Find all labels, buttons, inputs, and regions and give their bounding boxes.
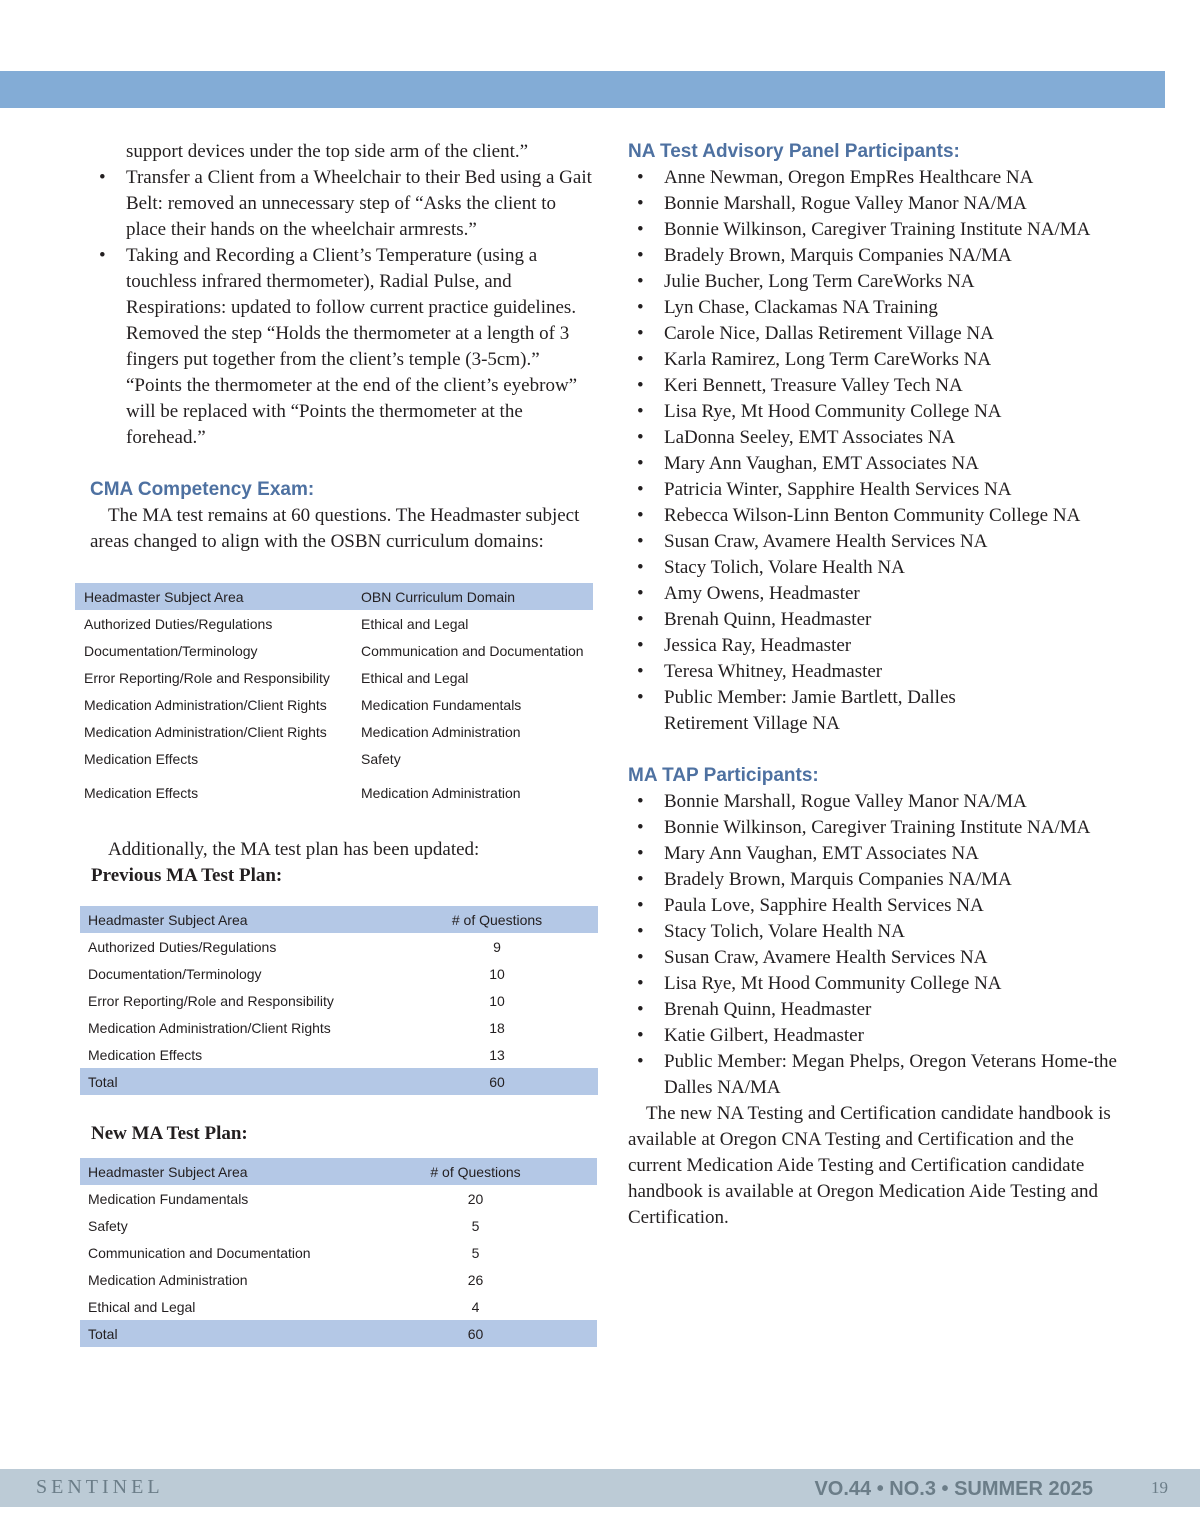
table-cell: 9	[493, 938, 501, 955]
table-row	[80, 1185, 597, 1212]
table-row	[75, 610, 593, 637]
table-cell: 4	[471, 1298, 480, 1315]
table-cell: 26	[467, 1271, 484, 1288]
ma-participants-list	[628, 789, 1128, 1101]
list-item: • Carole Nice, Dallas Retirement Village NA	[628, 321, 1128, 347]
table-cell: Total	[80, 1320, 396, 1347]
ma-heading: MA TAP Participants:	[628, 765, 819, 786]
table-cell: Medication Effects	[84, 784, 199, 801]
table-spacer	[75, 772, 593, 779]
list-item: • Public Member: Megan Phelps, Oregon Veterans Home-the Dalles NA/MA	[628, 1049, 1128, 1101]
table-cell: Communication and Documentation	[88, 1244, 311, 1261]
domain-table	[75, 583, 593, 806]
table-cell: Communication and Documentation	[361, 642, 584, 659]
table-header-row	[80, 1158, 597, 1185]
table-total-row	[80, 1068, 598, 1095]
list-item: • Bonnie Marshall, Rogue Valley Manor NA/MA	[628, 191, 1128, 217]
table-cell: 5	[471, 1244, 480, 1261]
left-column	[90, 139, 600, 555]
procedure-list	[90, 165, 600, 451]
table-cell: Medication Fundamentals	[88, 1190, 249, 1207]
table-cell: 10	[489, 965, 505, 982]
table-cell: Documentation/Terminology	[88, 965, 262, 982]
list-item: • Mary Ann Vaughan, EMT Associates NA	[628, 841, 1128, 867]
list-item: • Bradely Brown, Marquis Companies NA/MA	[628, 867, 1128, 893]
publication-name: SENTINEL	[36, 1476, 164, 1498]
additional-paragraph: Additionally, the MA test plan has been updated:	[108, 839, 480, 860]
table-cell: 13	[489, 1046, 505, 1063]
footer-bar	[0, 1469, 1200, 1507]
closing-paragraph: The new NA Testing and Certification candidate handbook is available at Oregon CNA Testing and Certification and the current Medication Aide Testing and Certification candidate handbook is available at Oregon Medication Aide Testing and Certification.	[628, 1103, 1111, 1228]
previous-plan-label: Previous MA Test Plan:	[91, 865, 283, 886]
table-cell: Ethical and Legal	[361, 615, 469, 632]
table-cell: Error Reporting/Role and Responsibility	[84, 669, 330, 686]
table-row	[75, 779, 593, 806]
table-cell: Medication Administration	[88, 1271, 248, 1288]
list-item: • LaDonna Seeley, EMT Associates NA	[628, 425, 1128, 451]
na-heading: NA Test Advisory Panel Participants:	[628, 141, 960, 162]
table-row	[80, 933, 598, 960]
list-item: • Patricia Winter, Sapphire Health Services NA	[628, 477, 1128, 503]
list-item: • Mary Ann Vaughan, EMT Associates NA	[628, 451, 1128, 477]
list-item: • Transfer a Client from a Wheelchair to their Bed using a Gait Belt: removed an unnecessary step of “Asks the client to place their hands on the wheelchair armrests.”	[90, 165, 600, 243]
table-row	[75, 745, 593, 772]
table-row	[75, 718, 593, 745]
table-cell: Documentation/Terminology	[84, 642, 258, 659]
table-row	[80, 1239, 597, 1266]
list-item: • Stacy Tolich, Volare Health NA	[628, 919, 1128, 945]
table-row	[75, 637, 593, 664]
column-header: Headmaster Subject Area	[80, 906, 396, 933]
column-header: # of Questions	[396, 1158, 597, 1185]
list-item: • Bradely Brown, Marquis Companies NA/MA	[628, 243, 1128, 269]
list-item: • Lyn Chase, Clackamas NA Training	[628, 295, 1128, 321]
list-item: • Lisa Rye, Mt Hood Community College NA	[628, 399, 1128, 425]
list-item: • Anne Newman, Oregon EmpRes Healthcare NA	[628, 165, 1128, 191]
table-row	[80, 1212, 597, 1239]
list-item: • Jessica Ray, Headmaster	[628, 633, 1128, 659]
list-item: • Teresa Whitney, Headmaster	[628, 659, 1128, 685]
table-cell: Medication Fundamentals	[361, 696, 522, 713]
table-cell: Ethical and Legal	[361, 669, 469, 686]
list-item: • Susan Craw, Avamere Health Services NA	[628, 529, 1128, 555]
list-item: • Bonnie Wilkinson, Caregiver Training Institute NA/MA	[628, 217, 1128, 243]
cma-heading: CMA Competency Exam:	[90, 479, 315, 500]
table-total-row	[80, 1320, 597, 1347]
table-cell: Safety	[361, 750, 401, 767]
table-cell: Total	[80, 1068, 396, 1095]
list-item: • Bonnie Wilkinson, Caregiver Training Institute NA/MA	[628, 815, 1128, 841]
table-cell: 60	[396, 1068, 598, 1095]
table-cell: Authorized Duties/Regulations	[88, 938, 277, 955]
table-cell: Safety	[88, 1217, 128, 1234]
additional-block	[90, 837, 600, 889]
table-cell: Medication Administration/Client Rights	[84, 696, 327, 713]
table-cell: Authorized Duties/Regulations	[84, 615, 273, 632]
table-row	[80, 987, 598, 1014]
list-item: • Public Member: Jamie Bartlett, Dalles Retirement Village NA	[628, 685, 1128, 737]
table-cell: Medication Administration/Client Rights	[88, 1019, 331, 1036]
table-cell: Medication Effects	[84, 750, 199, 767]
new-plan-label: New MA Test Plan:	[91, 1123, 248, 1144]
table-cell: Ethical and Legal	[88, 1298, 196, 1315]
table-cell: 5	[471, 1217, 480, 1234]
table-row	[80, 960, 598, 987]
list-item: • Karla Ramirez, Long Term CareWorks NA	[628, 347, 1128, 373]
table-cell: Medication Administration/Client Rights	[84, 723, 327, 740]
list-item: • Brenah Quinn, Headmaster	[628, 997, 1128, 1023]
list-item: • Amy Owens, Headmaster	[628, 581, 1128, 607]
cma-paragraph: The MA test remains at 60 questions. The Headmaster subject areas changed to align with the OSBN curriculum domains:	[90, 505, 580, 552]
table-header-row	[75, 583, 593, 610]
column-header: Headmaster Subject Area	[75, 583, 352, 610]
list-item: • Bonnie Marshall, Rogue Valley Manor NA/MA	[628, 789, 1128, 815]
list-item: • Taking and Recording a Client’s Temperature (using a touchless infrared thermometer), Radial Pulse, and Respirations: updated to follow current practice guidelines. Removed the step “Holds the thermometer at a length of 3 fingers put together from the client’s temple (3-5cm).” “Points the thermometer at the end of the client’s eyebrow” will be replaced with “Points the thermometer at the forehead.”	[90, 243, 600, 451]
column-header: Headmaster Subject Area	[80, 1158, 396, 1185]
column-header: # of Questions	[396, 906, 598, 933]
table-cell: Medication Effects	[88, 1046, 203, 1063]
table-cell: Medication Administration	[361, 784, 521, 801]
table-header-row	[80, 906, 598, 933]
table-cell: Medication Administration	[361, 723, 521, 740]
table-row	[80, 1041, 598, 1068]
table-cell: 10	[489, 992, 505, 1009]
right-column	[628, 139, 1128, 1231]
issue-info: VO.44 • NO.3 • SUMMER 2025	[814, 1478, 1093, 1500]
table-row	[80, 1266, 597, 1293]
table-row	[75, 664, 593, 691]
previous-plan-table	[80, 906, 598, 1095]
list-item: • Paula Love, Sapphire Health Services NA	[628, 893, 1128, 919]
header-band	[0, 71, 1165, 108]
list-item: • Keri Bennett, Treasure Valley Tech NA	[628, 373, 1128, 399]
table-row	[80, 1014, 598, 1041]
table-cell: 20	[467, 1190, 484, 1207]
new-plan-table	[80, 1158, 597, 1347]
page-number: 19	[1151, 1478, 1168, 1497]
list-item: • Julie Bucher, Long Term CareWorks NA	[628, 269, 1128, 295]
column-header: OBN Curriculum Domain	[352, 583, 593, 610]
table-cell: Error Reporting/Role and Responsibility	[88, 992, 334, 1009]
na-participants-list	[628, 165, 1128, 737]
list-item: • Brenah Quinn, Headmaster	[628, 607, 1128, 633]
list-item: • Stacy Tolich, Volare Health NA	[628, 555, 1128, 581]
list-item: • Katie Gilbert, Headmaster	[628, 1023, 1128, 1049]
continuation-text: support devices under the top side arm of the client.”	[126, 141, 529, 162]
table-cell: 18	[489, 1019, 505, 1036]
list-item: • Lisa Rye, Mt Hood Community College NA	[628, 971, 1128, 997]
list-item: • Susan Craw, Avamere Health Services NA	[628, 945, 1128, 971]
table-cell: 60	[396, 1320, 597, 1347]
list-item: • Rebecca Wilson-Linn Benton Community College NA	[628, 503, 1128, 529]
table-row	[75, 691, 593, 718]
table-row	[80, 1293, 597, 1320]
